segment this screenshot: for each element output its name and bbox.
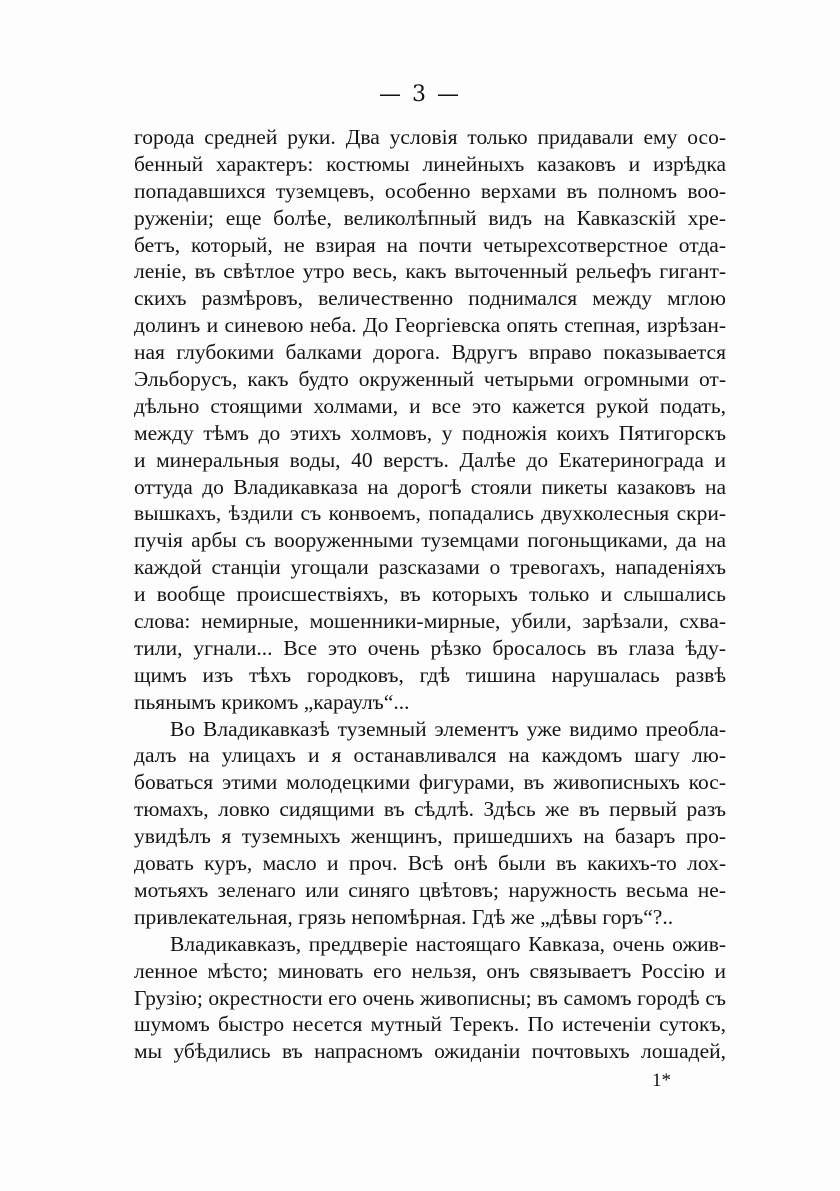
- text-line: между тѣмъ до этихъ холмовъ, у подножія коихъ Пятигорскъ: [134, 420, 726, 445]
- text-line: Владикавказъ, преддверіе настоящаго Кавказа, очень ожив-: [170, 931, 726, 956]
- text-line: бенный характеръ: костюмы линейныхъ казаковъ и изрѣдка: [134, 151, 726, 176]
- text-line: долинъ и синевою неба. До Георгіевска опять степная, изрѣзан-: [134, 313, 726, 338]
- text-line: Грузію; окрестности его очень живописны; въ самомъ городѣ съ: [134, 985, 726, 1010]
- text-line: руженіи; еще болѣе, великолѣпный видъ на Кавказскій хре-: [134, 205, 726, 230]
- text-line: дѣльно стоящими холмами, и все это кажется рукой подать,: [134, 393, 726, 418]
- text-line: бетъ, который, не взирая на почти четырехсотверстное отда-: [134, 232, 726, 257]
- body-text: [134, 124, 726, 1065]
- text-line: и вообще происшествіяхъ, въ которыхъ только и слышались: [134, 582, 726, 607]
- text-line: оттуда до Владикавказа на дорогѣ стояли пикеты казаковъ на: [134, 474, 726, 499]
- text-line: пьянымъ крикомъ „караулъ“...: [134, 689, 410, 714]
- text-line: попадавшихся туземцевъ, особенно верхами въ полномъ воо-: [134, 178, 726, 203]
- text-line: довать куръ, масло и проч. Всѣ онѣ были въ какихъ-то лох-: [134, 851, 726, 876]
- text-line: каждой станціи угощали разсказами о тревогахъ, нападеніяхъ: [134, 555, 726, 580]
- text-line: мы убѣдились въ напрасномъ ожиданіи почтовыхъ лошадей,: [134, 1039, 726, 1064]
- text-line: мотьяхъ зеленаго или синяго цвѣтовъ; наружность весьма не-: [134, 877, 726, 902]
- text-line: увидѣлъ я туземныхъ женщинъ, пришедшихъ на базаръ про-: [134, 824, 726, 849]
- text-line: щимъ изъ тѣхъ городковъ, гдѣ тишина нарушалась развѣ: [134, 662, 726, 687]
- text-line: далъ на улицахъ и я останавливался на каждомъ шагу лю-: [134, 743, 726, 768]
- signature-mark: 1*: [652, 1070, 671, 1091]
- text-line: скихъ размѣровъ, величественно поднимался между мглою: [134, 286, 726, 311]
- text-line: и минеральныя воды, 40 верстъ. Далѣе до Екатеринограда и: [134, 447, 726, 472]
- text-line: тюмахъ, ловко сидящими въ сѣдлѣ. Здѣсь же въ первый разъ: [134, 797, 726, 822]
- text-line: ленное мѣсто; миновать его нельзя, онъ связываетъ Россію и: [134, 958, 726, 983]
- text-line: шумомъ быстро несется мутный Терекъ. По истеченіи сутокъ,: [134, 1012, 726, 1037]
- text-line: слова: немирные, мошенники-мирные, убили, зарѣзали, схва-: [134, 609, 726, 634]
- text-line: пучія арбы съ вооруженными туземцами погоньщиками, да на: [134, 528, 726, 553]
- text-line: привлекательная, грязь непомѣрная. Гдѣ же „дѣвы горъ“?..: [134, 904, 674, 929]
- text-line: ная глубокими балками дорога. Вдругъ вправо показывается: [134, 340, 726, 365]
- page-number: — 3 —: [379, 82, 461, 107]
- text-line: вышкахъ, ѣздили съ конвоемъ, попадались двухколесныя скри-: [134, 501, 726, 526]
- text-line: города средней руки. Два условія только придавали ему осо-: [134, 125, 726, 149]
- text-line: боваться этими молодецкими фигурами, въ живописныхъ кос-: [134, 770, 726, 795]
- text-line: леніе, въ свѣтлое утро весь, какъ выточенный рельефъ гигант-: [134, 259, 726, 284]
- text-line: Во Владикавказѣ туземный элементъ уже видимо преобла-: [170, 716, 726, 741]
- text-line: тили, угнали... Все это очень рѣзко бросалось въ глаза ѣду-: [134, 635, 726, 660]
- text-line: Эльборусъ, какъ будто окруженный четырьми огромными от-: [134, 367, 726, 392]
